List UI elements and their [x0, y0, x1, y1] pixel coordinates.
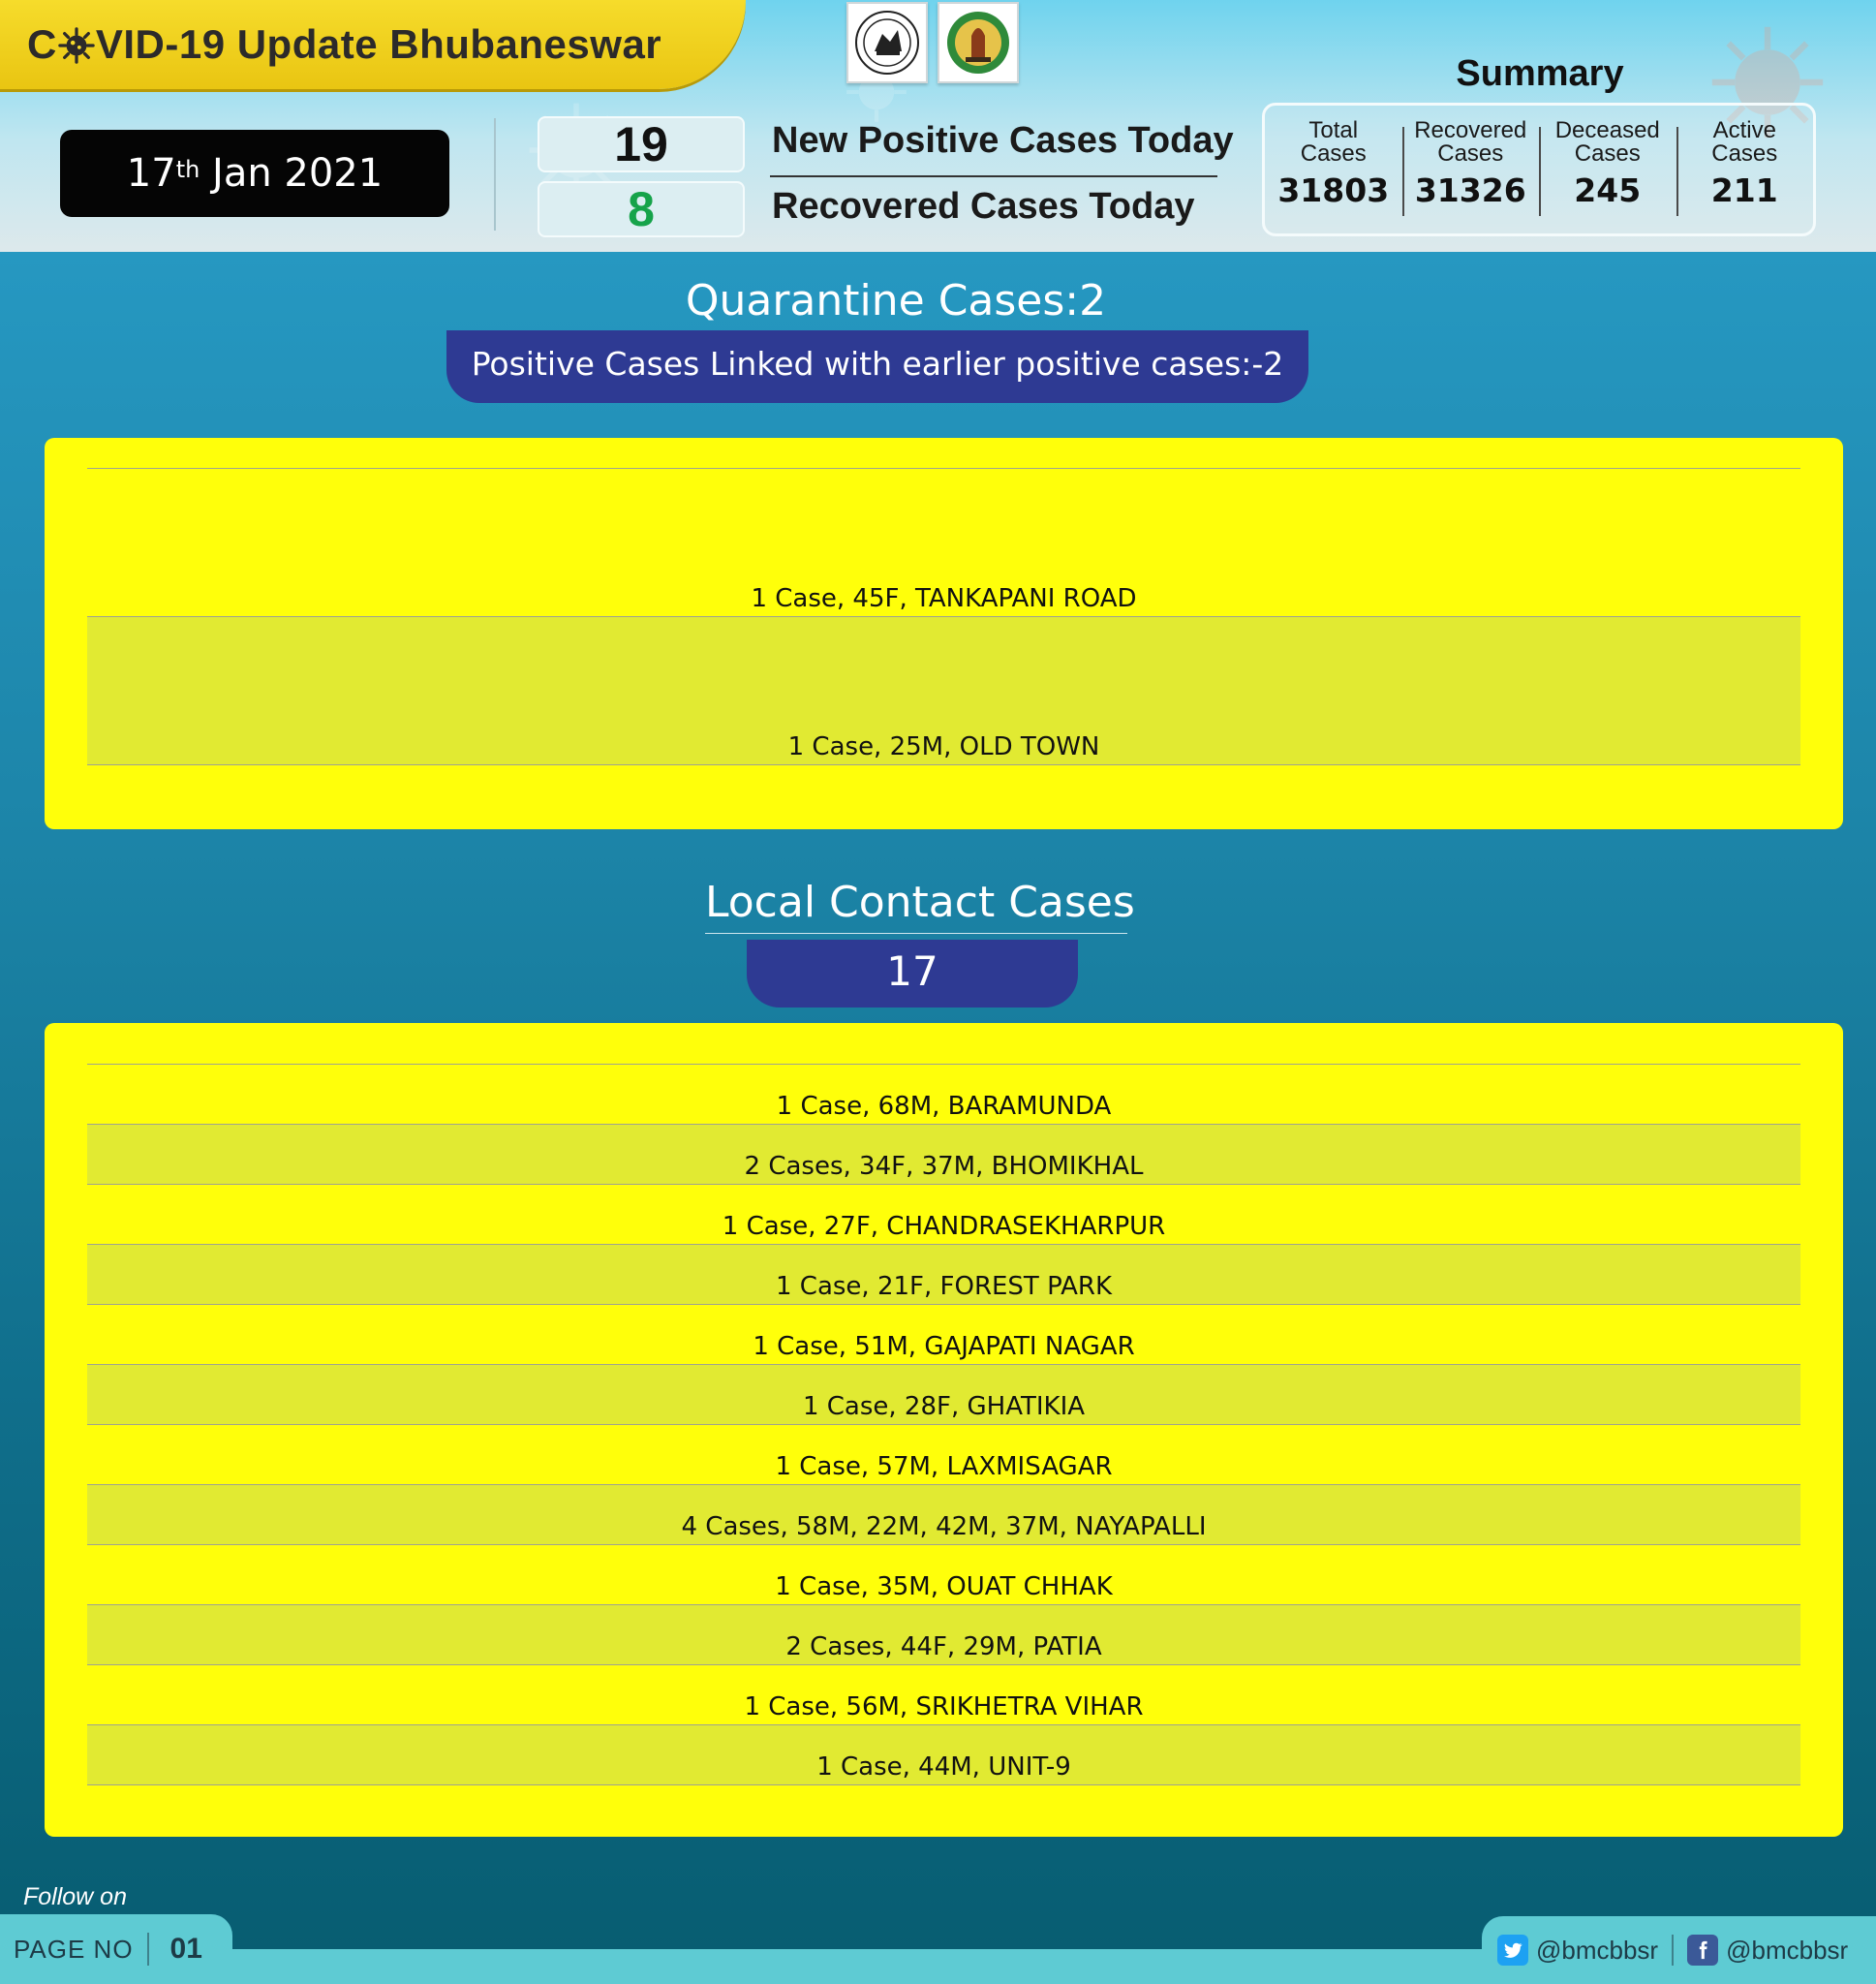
facebook-icon[interactable] — [1687, 1935, 1718, 1966]
local-contact-heading: Local Contact Cases — [705, 878, 1127, 934]
recovered-today-label: Recovered Cases Today — [772, 186, 1195, 227]
summary-label: Deceased Cases — [1554, 117, 1660, 167]
summary-recovered — [1402, 106, 1540, 233]
facebook-handle[interactable]: @bmcbbsr — [1726, 1935, 1849, 1965]
table-row — [87, 469, 1800, 617]
row-text: 1 Case, 27F, CHANDRASEKHARPUR — [722, 1212, 1166, 1241]
table-row — [87, 1065, 1800, 1125]
title-rest: VID-19 Update Bhubaneswar — [95, 21, 662, 67]
row-text: 2 Cases, 34F, 37M, BHOMIKHAL — [744, 1152, 1144, 1181]
row-text: 4 Cases, 58M, 22M, 42M, 37M, NAYAPALLI — [681, 1512, 1207, 1541]
twitter-handle[interactable]: @bmcbbsr — [1536, 1935, 1659, 1965]
new-positive-count: 19 — [538, 116, 745, 172]
summary-value: 245 — [1574, 171, 1642, 209]
page-divider — [147, 1933, 149, 1966]
summary-value: 31326 — [1414, 171, 1526, 209]
page-title — [27, 21, 661, 68]
bmc-emblem-icon — [944, 9, 1012, 77]
table-row — [87, 1425, 1800, 1485]
row-text: 1 Case, 57M, LAXMISAGAR — [775, 1452, 1113, 1481]
follow-on-label: Follow on — [23, 1883, 127, 1910]
summary-label: Recovered Cases — [1414, 117, 1527, 167]
date-box — [60, 130, 449, 217]
table-row — [87, 617, 1800, 765]
row-text: 1 Case, 28F, GHATIKIA — [802, 1392, 1086, 1421]
summary-box — [1262, 103, 1816, 236]
page-label: PAGE NO — [14, 1934, 134, 1964]
bmc-logo — [938, 2, 1019, 83]
date-day: 17 — [126, 151, 176, 196]
date-suffix: th — [175, 156, 200, 183]
table-row — [87, 1125, 1800, 1185]
page-number-tab — [0, 1914, 232, 1984]
row-text: 1 Case, 56M, SRIKHETRA VIHAR — [744, 1692, 1144, 1721]
table-row — [87, 1605, 1800, 1665]
table-row — [87, 1485, 1800, 1545]
new-positive-label: New Positive Cases Today — [772, 120, 1234, 161]
summary-value: 211 — [1710, 171, 1778, 209]
recovered-today-count: 8 — [538, 181, 745, 237]
virus-icon — [58, 27, 95, 64]
header-divider — [494, 118, 496, 231]
table-row — [87, 1665, 1800, 1725]
table-row — [87, 1245, 1800, 1305]
summary-label: Active Cases — [1711, 117, 1778, 167]
twitter-icon[interactable] — [1497, 1935, 1528, 1966]
summary-deceased — [1539, 106, 1676, 233]
table-row — [87, 1185, 1800, 1245]
emblem-icon — [853, 9, 921, 77]
row-text: 2 Cases, 44F, 29M, PATIA — [785, 1632, 1102, 1661]
local-contact-panel — [45, 1023, 1843, 1837]
table-row — [87, 1545, 1800, 1605]
summary-total — [1265, 106, 1402, 233]
page-number: 01 — [169, 1933, 202, 1965]
social-links — [1482, 1916, 1876, 1984]
summary-label: Total Cases — [1300, 117, 1367, 167]
quarantine-panel — [45, 438, 1843, 829]
summary-value: 31803 — [1277, 171, 1390, 209]
header — [0, 0, 1876, 252]
row-text: 1 Case, 21F, FOREST PARK — [775, 1272, 1112, 1301]
summary-active — [1676, 106, 1814, 233]
row-text: 1 Case, 35M, OUAT CHHAK — [775, 1572, 1113, 1601]
quarantine-subheading: Positive Cases Linked with earlier positive cases:-2 — [446, 330, 1308, 403]
table-row — [87, 1365, 1800, 1425]
row-text: 1 Case, 25M, OLD TOWN — [787, 732, 1100, 761]
row-text: 1 Case, 45F, TANKAPANI ROAD — [751, 584, 1137, 613]
row-text: 1 Case, 44M, UNIT-9 — [816, 1752, 1071, 1782]
table-row — [87, 1305, 1800, 1365]
social-divider — [1672, 1935, 1674, 1966]
table-row — [87, 1725, 1800, 1785]
title-prefix: C — [27, 21, 57, 67]
title-banner — [0, 0, 746, 89]
quarantine-heading: Quarantine Cases:2 — [685, 276, 1107, 326]
count-separator — [770, 175, 1217, 177]
local-contact-count: 17 — [747, 940, 1078, 1008]
summary-title: Summary — [1456, 53, 1624, 94]
row-text: 1 Case, 68M, BARAMUNDA — [776, 1092, 1112, 1121]
date-month-year: Jan 2021 — [200, 151, 384, 196]
odisha-govt-logo — [846, 2, 928, 83]
row-text: 1 Case, 51M, GAJAPATI NAGAR — [753, 1332, 1135, 1361]
